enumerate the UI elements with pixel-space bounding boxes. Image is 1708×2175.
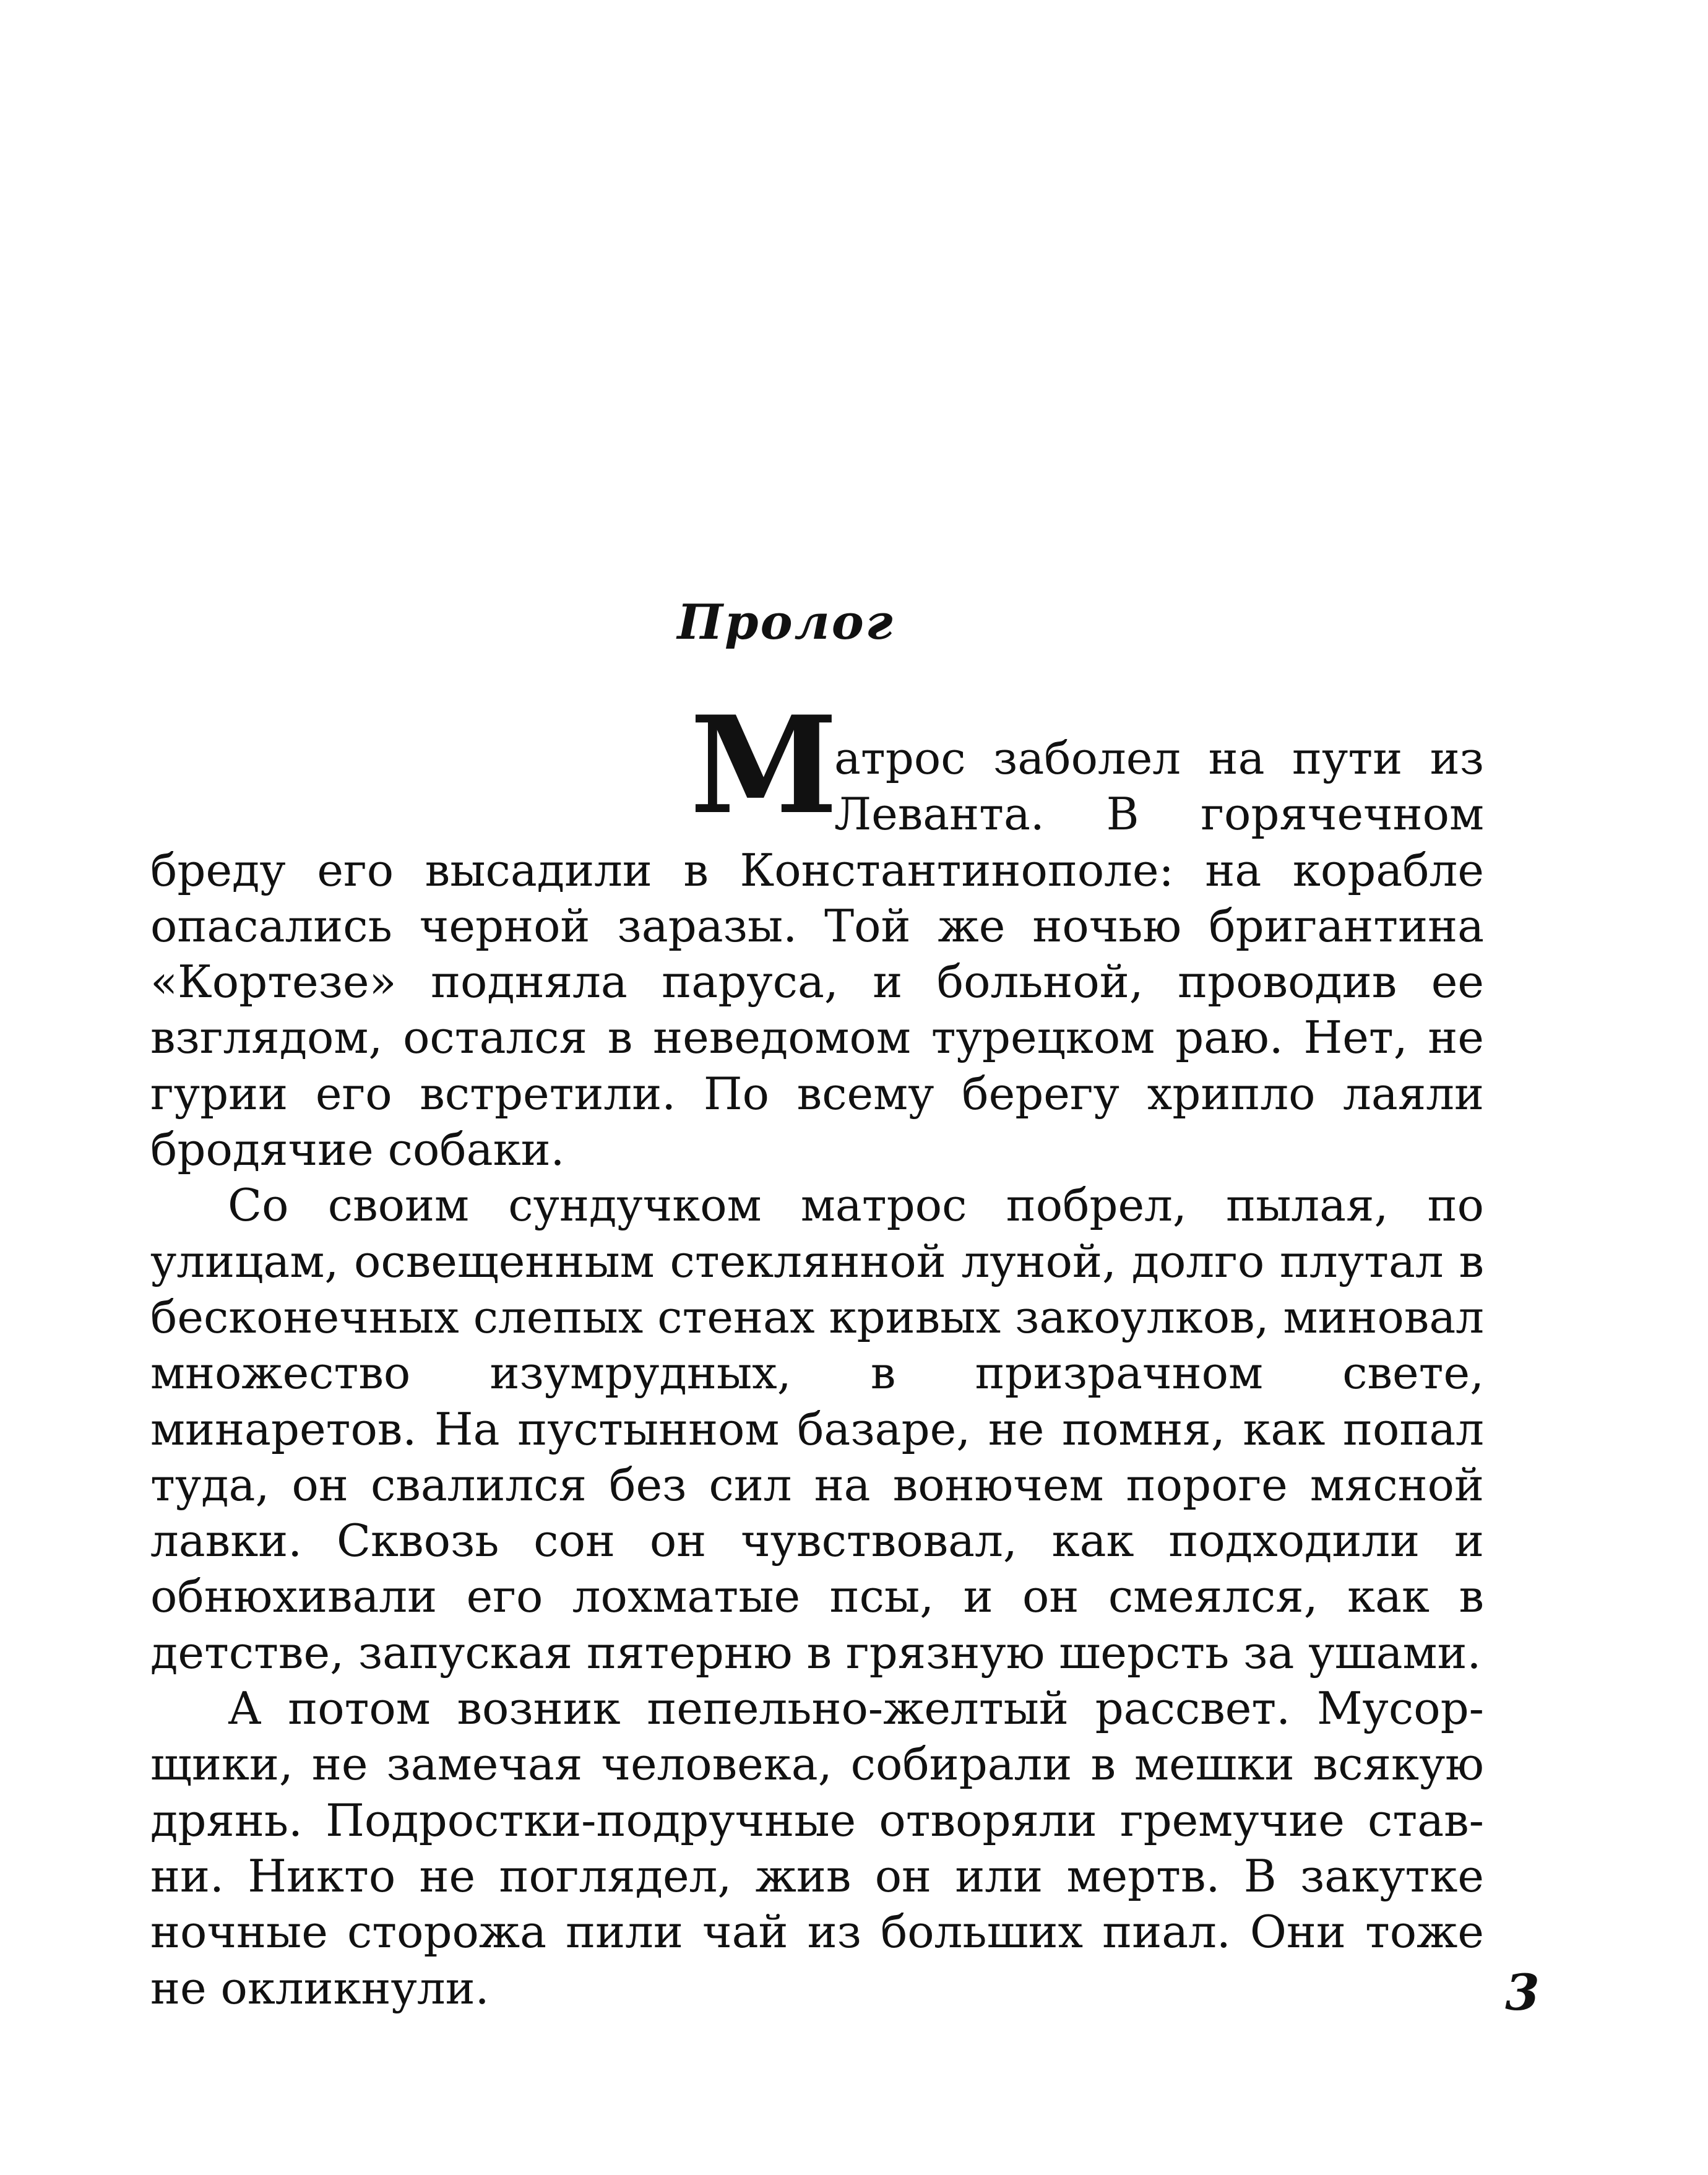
paragraph-1 xyxy=(150,686,1484,1177)
paragraph-3: А потом возник пепельно-желтый рассвет. Мусорщики, не замечая человека, собирали в мешки всякую дрянь. Подростки-подручные отворяли гремучие ставни. Никто не поглядел, жив он или мертв. В закутке ночные сторожа пили чай из больших пиал. Они тоже не окликнули. xyxy=(150,1682,1484,2014)
drop-cap-letter: М xyxy=(689,686,834,844)
paragraph-1-text: атрос заболел на пути из Леванта. В горячечном бреду его высадили в Константинополе: на корабле опасались черной заразы. Той же ночью бригантина «Кортезе» подняла паруса, и больной, проводив ее взглядом, остался в неведомом турецком раю. Нет, не гурии его встретили. По всему берегу хрипло лаяли бродячие собаки. xyxy=(150,732,1484,1176)
paragraph-2: Со своим сундучком матрос побрел, пылая, по улицам, освещенным стеклянной луной, долго плутал в бесконечных слепых стенах кривых закоулков, миновал множество изумрудных, в призрачном свете, минаретов. На пустынном базаре, не помня, как попал туда, он свалился без сил на вонючем пороге мясной лавки. Сквозь сон он чувствовал, как подходили и обнюхивали его лохматые псы, и он смеялся, как в детстве, запуская пятерню в грязную шерсть за ушами. xyxy=(150,1179,1484,1679)
chapter-title: Пролог xyxy=(677,594,895,651)
page-number: 3 xyxy=(1505,1963,1540,2021)
body-text xyxy=(150,686,1484,2016)
drop-cap xyxy=(150,686,834,844)
